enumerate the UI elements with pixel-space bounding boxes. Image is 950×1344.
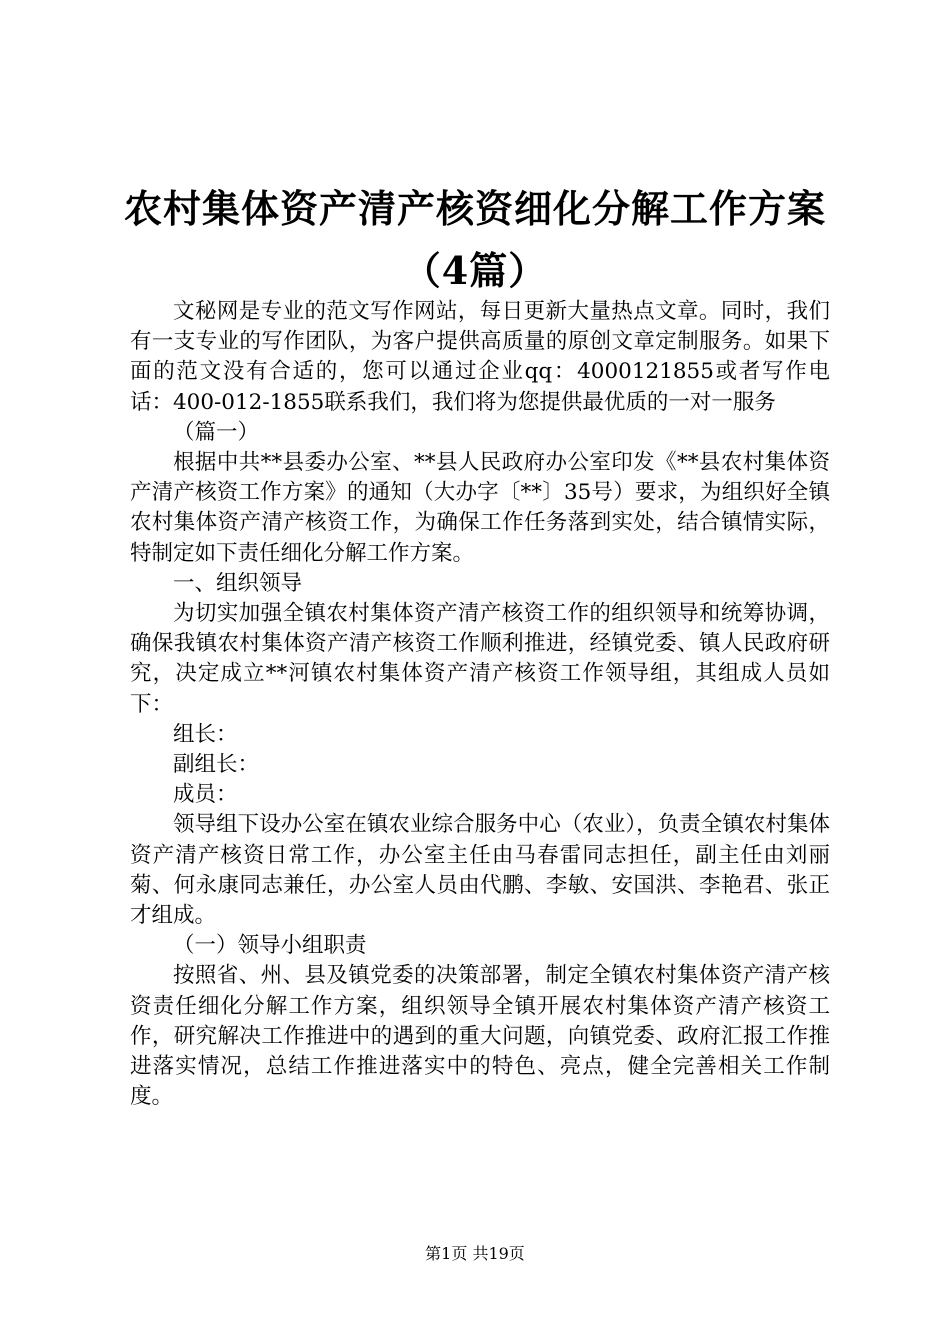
subsection-heading: （一）领导小组职责 — [173, 933, 367, 959]
body-paragraph: 领导组下设办公室在镇农业综合服务中心（农业），负责全镇农村集体资产清产核资日常工作，办公室主任由马春雷同志担任，副主任由刘丽菊、何永康同志兼任，办公室人员由代鹏、李敏、安国洪、李艳君、张正才组成。 — [130, 812, 830, 929]
leader-label: 组长： — [173, 721, 238, 747]
deputy-leader-label: 副组长： — [173, 752, 260, 778]
members-label: 成员： — [173, 782, 238, 808]
section-label: （篇一） — [173, 419, 260, 445]
section-heading: 一、组织领导 — [173, 570, 303, 596]
intro-paragraph: 文秘网是专业的范文写作网站，每日更新大量热点文章。同时，我们有一支专业的写作团队，为客户提供高质量的原创文章定制服务。如果下面的范文没有合适的，您可以通过企业qq：4000121855或者写作电话：400-012-1855联系我们，我们将为您提供最优质的一对一服务 — [130, 299, 830, 415]
page-number: 第1页 共19页 — [425, 1244, 525, 1263]
document-body — [130, 297, 830, 1112]
body-paragraph: 根据中共**县委办公室、**县人民政府办公室印发《**县农村集体资产清产核资工作方案》的通知（大办字〔**〕35号）要求，为组织好全镇农村集体资产清产核资工作，为确保工作任务落到实处，结合镇情实际，特制定如下责任细化分解工作方案。 — [130, 450, 830, 566]
body-paragraph: 按照省、州、县及镇党委的决策部署，制定全镇农村集体资产清产核资责任细化分解工作方案，组织领导全镇开展农村集体资产清产核资工作，研究解决工作推进中的遇到的重大问题，向镇党委、政府汇报工作推进落实情况，总结工作推进落实中的特色、亮点，健全完善相关工作制度。 — [130, 963, 830, 1110]
document-title: 农村集体资产清产核资细化分解工作方案（4篇） — [123, 186, 826, 293]
body-paragraph: 为切实加强全镇农村集体资产清产核资工作的组织领导和统筹协调，确保我镇农村集体资产清产核资工作顺利推进，经镇党委、镇人民政府研究，决定成立**河镇农村集体资产清产核资工作领导组，其组成人员如下： — [130, 601, 830, 717]
